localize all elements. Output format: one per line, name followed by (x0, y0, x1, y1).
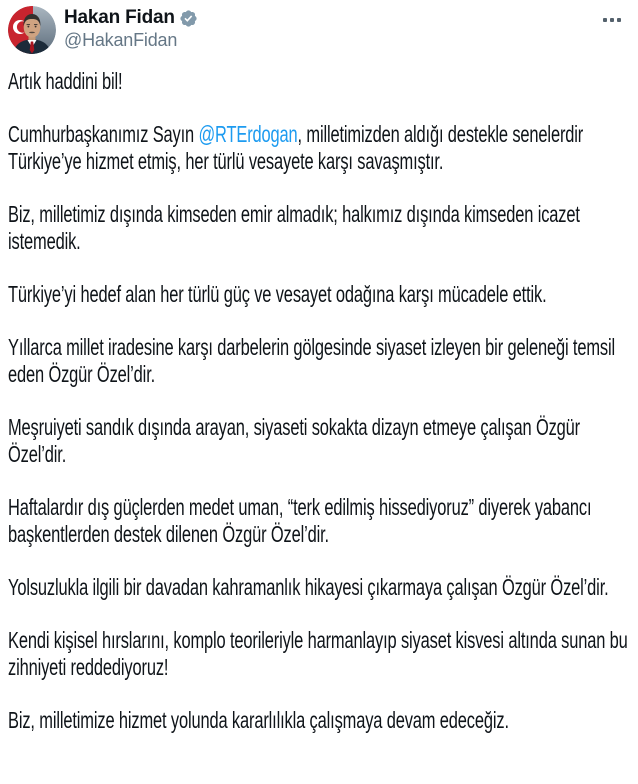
more-dot-icon (617, 18, 621, 22)
tweet-paragraph (8, 627, 630, 681)
tweet-paragraph (8, 281, 630, 308)
tweet-paragraph (8, 414, 630, 468)
tweet-paragraph (8, 68, 630, 95)
paragraph-text: Biz, milletimiz dışında kimseden emir almadık; halkımız dışında kimseden icazet istemedik. (8, 201, 580, 254)
paragraph-text: Artık haddini bil! (8, 68, 123, 94)
verified-badge-icon (179, 9, 198, 28)
display-name[interactable]: Hakan Fidan (64, 7, 175, 28)
tweet-paragraph (8, 121, 630, 175)
tweet-paragraph (8, 494, 630, 548)
name-row (64, 7, 198, 28)
paragraph-text: Türkiye’yi hedef alan her türlü güç ve vesayet odağına karşı mücadele ettik. (8, 281, 547, 307)
user-handle[interactable]: @HakanFidan (64, 30, 178, 50)
mention-link-rterdogan[interactable]: @RTErdogan (198, 121, 298, 147)
paragraph-text: Haftalardır dış güçlerden medet uman, “terk edilmiş hissediyoruz” diyerek yabancı başkentlerden destek dilenen Özgür Özel’dir. (8, 494, 592, 547)
avatar[interactable] (8, 6, 56, 54)
more-dot-icon (603, 18, 607, 22)
tweet-header (8, 6, 630, 56)
tweet-paragraph (8, 707, 630, 734)
paragraph-text: Yolsuzlukla ilgili bir davadan kahramanlık hikayesi çıkarmaya çalışan Özgür Özel’dir. (8, 574, 609, 600)
tweet-paragraph (8, 574, 630, 601)
more-dot-icon (610, 18, 614, 22)
more-options-button[interactable] (598, 10, 626, 30)
tweet-paragraph (8, 334, 630, 388)
paragraph-text: Meşruiyeti sandık dışında arayan, siyaseti sokakta dizayn etmeye çalışan Özgür Özel’dir. (8, 414, 581, 467)
tweet-text (8, 68, 630, 734)
paragraph-text: Kendi kişisel hırslarını, komplo teorileriyle harmanlayıp siyaset kisvesi altında sunan bu zihniyeti reddediyoruz! (8, 627, 628, 680)
avatar-image (8, 6, 56, 54)
name-block (64, 6, 198, 50)
paragraph-text: Biz, milletimize hizmet yolunda kararlılıkla çalışmaya devam edeceğiz. (8, 707, 509, 733)
paragraph-text: , milletimizden aldığı destekle senelerdir Türkiye’ye hizmet etmiş, her türlü vesayete karşı savaşmıştır. (8, 121, 584, 174)
paragraph-text: Cumhurbaşkanımız Sayın (8, 121, 199, 147)
tweet-paragraph (8, 201, 630, 255)
paragraph-text: Yıllarca millet iradesine karşı darbelerin gölgesinde siyaset izleyen bir geleneği temsil eden Özgür Özel’dir. (8, 334, 616, 387)
